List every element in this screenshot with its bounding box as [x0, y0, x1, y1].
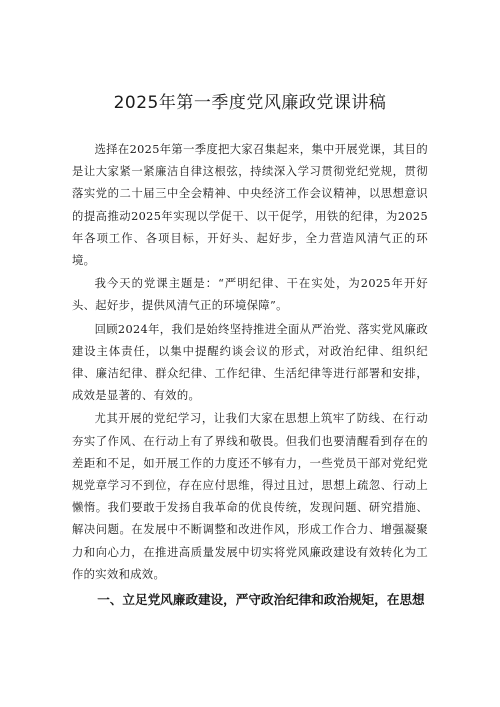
- paragraph-3: 回顾2024年，我们是始终坚持推进全面从严治党、落实党风廉政建设主体责任，以集中提醒约谈会议的形式，对政治纪律、组织纪律、廉洁纪律、群众纪律、工作纪律、生活纪律等进行部署和安排，成效是显著的、有效的。: [72, 322, 428, 403]
- document-title: 2025年第一季度党风廉政党课讲稿: [113, 93, 387, 113]
- paragraph-1: 选择在2025年第一季度把大家召集起来，集中开展党课，其目的是让大家紧一紧廉洁自律这根弦，持续深入学习贯彻党纪党规，贯彻落实党的二十届三中全会精神、中央经济工作会议精神，以思想意识的提高推动2025年实现以学促干、以干促学，用铁的纪律，为2025年各项工作、各项目标，开好头、起好步，全力营造风清气正的环境。: [72, 143, 428, 268]
- paragraph-4: 尤其开展的党纪学习，让我们大家在思想上筑牢了防线、在行动夯实了作风、在行动上有了界线和敬畏。但我们也要清醒看到存在的差距和不足，如开展工作的力度还不够有力，一些党员干部对党纪党规党章学习不到位，存在应付思维，得过且过，思想上疏忽、行动上懒惰。我们要敢于发扬自我革命的优良传统，发现问题、研究措施、解决问题。在发展中不断调整和改进作风，形成工作合力、增强凝聚力和向心力，在推进高质量发展中切实将党风廉政建设有效转化为工作的实效和成效。: [72, 412, 428, 581]
- section-heading-1: 一、立足党风廉政建设，严守政治纪律和政治规矩，在思想: [97, 592, 425, 608]
- paragraph-2: 我今天的党课主题是：“严明纪律、干在实处，为2025年开好头、起好步，提供风清气正的环境保障”。: [72, 277, 428, 313]
